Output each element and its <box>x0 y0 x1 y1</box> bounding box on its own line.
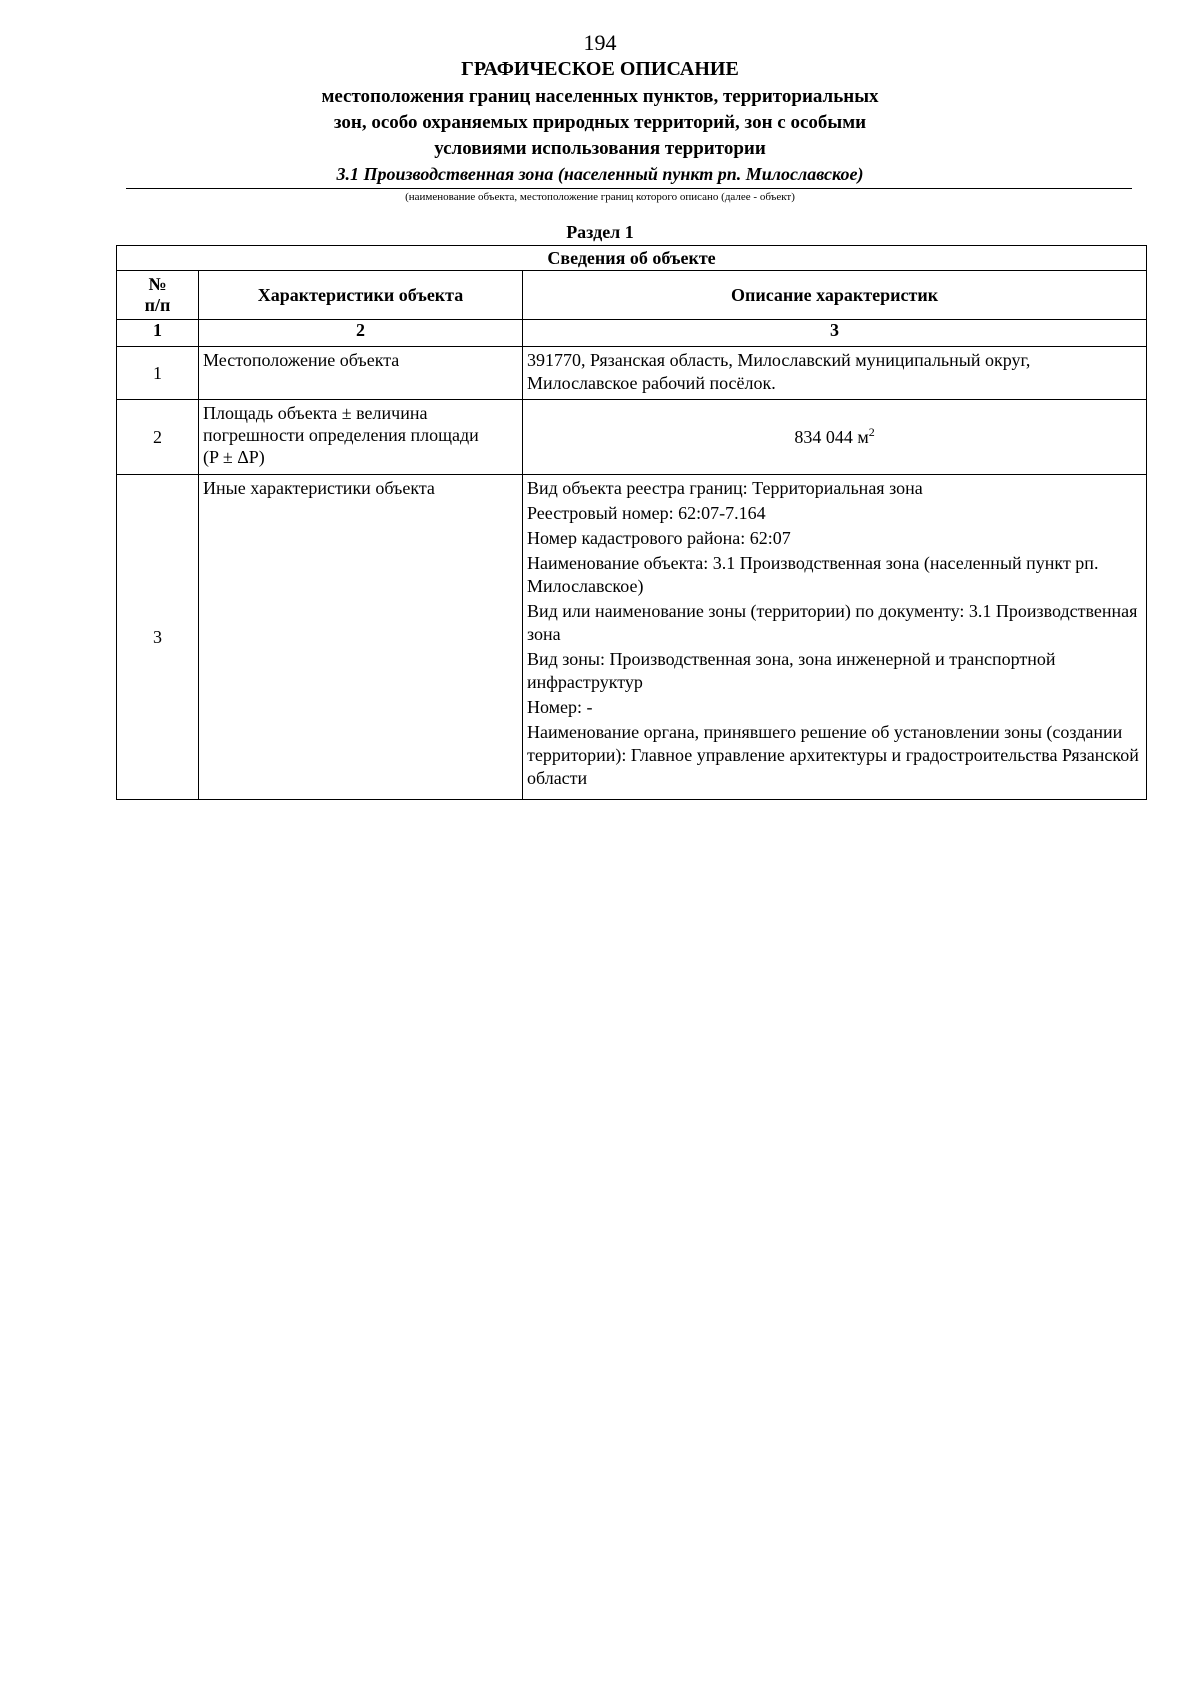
table-header-row <box>117 271 1147 320</box>
section-title: Раздел 1 <box>566 222 634 242</box>
object-name: 3.1 Производственная зона (населенный пункт рп. Милославское) <box>336 164 864 184</box>
row-characteristic: Местоположение объекта <box>199 347 523 400</box>
description-line: 391770, Рязанская область, Милославский муниципальный округ, <box>527 350 1031 370</box>
description-item: Наименование объекта: 3.1 Производственная зона (населенный пункт рп. Милославское) <box>527 553 1099 596</box>
description-item: Реестровый номер: 62:07-7.164 <box>527 503 766 523</box>
row-number: 2 <box>117 400 199 475</box>
description-item: Номер кадастрового района: 62:07 <box>527 528 791 548</box>
description-line: Милославское рабочий посёлок. <box>527 373 776 393</box>
characteristic-line: Площадь объекта ± величина <box>203 403 428 423</box>
subtitle-line: зон, особо охраняемых природных территорий, зон с особыми <box>333 112 867 133</box>
row-number: 3 <box>117 475 199 800</box>
row-description <box>523 347 1147 400</box>
row-number: 1 <box>117 347 199 400</box>
header-characteristics: Характеристики объекта <box>199 271 523 320</box>
object-name-underline <box>126 188 1132 189</box>
object-caption: (наименование объекта, местоположение границ которого описано (далее - объект) <box>405 191 795 203</box>
table-title-row <box>117 246 1147 271</box>
column-number: 3 <box>523 320 1147 347</box>
characteristic-line: (P ± ΔP) <box>203 447 265 467</box>
table-title: Сведения об объекте <box>117 246 1147 271</box>
header-number <box>117 271 199 320</box>
header-description: Описание характеристик <box>523 271 1147 320</box>
table-row <box>117 400 1147 475</box>
document-title: ГРАФИЧЕСКОЕ ОПИСАНИЕ <box>461 58 739 80</box>
description-item: Вид объекта реестра границ: Территориальная зона <box>527 478 923 498</box>
object-info-table <box>116 245 1147 800</box>
header-number-line: п/п <box>144 295 171 315</box>
description-item: Вид или наименование зоны (территории) по документу: 3.1 Производственная зона <box>527 601 1138 644</box>
column-number-row <box>117 320 1147 347</box>
table-row <box>117 475 1147 800</box>
area-value: 834 044 м <box>794 426 869 447</box>
table-row <box>117 347 1147 400</box>
description-item: Номер: - <box>527 697 593 717</box>
column-number: 2 <box>199 320 523 347</box>
header-number-line: № <box>148 274 167 294</box>
area-value-cell <box>523 400 1147 475</box>
page-number: 194 <box>583 30 617 55</box>
row-characteristic: Иные характеристики объекта <box>199 475 523 800</box>
subtitle-line: условиями использования территории <box>434 138 766 159</box>
area-unit-superscript: 2 <box>868 424 875 439</box>
subtitle-line: местоположения границ населенных пунктов, территориальных <box>321 86 879 107</box>
row-description <box>523 475 1147 800</box>
description-item: Наименование органа, принявшего решение об установлении зоны (создании территории): Главное управление архитектуры и градостроительства Рязанской области <box>527 722 1139 788</box>
column-number: 1 <box>117 320 199 347</box>
document-subtitle <box>0 84 1200 162</box>
characteristic-line: погрешности определения площади <box>203 425 479 445</box>
description-item: Вид зоны: Производственная зона, зона инженерной и транспортной инфраструктур <box>527 649 1056 692</box>
row-characteristic <box>199 400 523 475</box>
